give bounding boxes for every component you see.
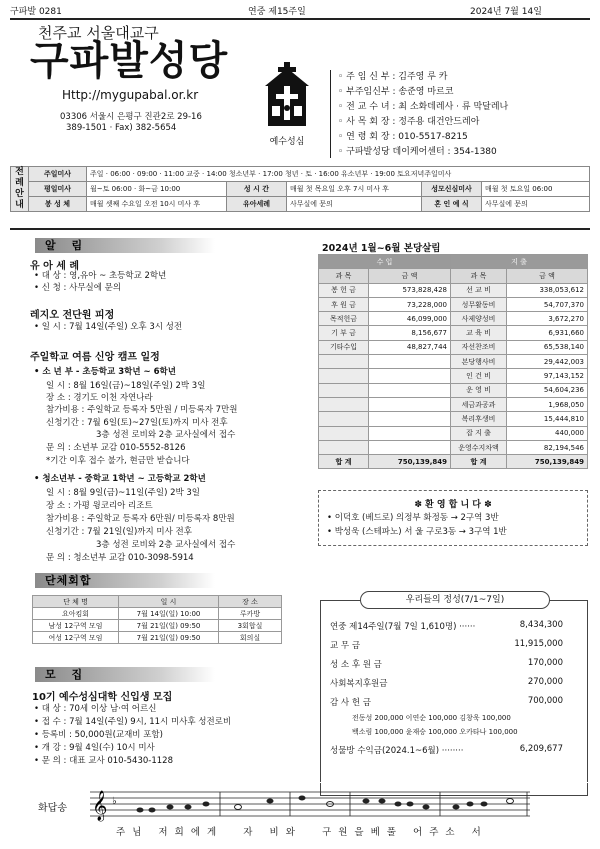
total-expense-label: 합 계: [451, 455, 507, 469]
holy-hour-text: 매월 첫 목요일 오후 7시 미사 후: [287, 182, 422, 197]
income-amount-cell: [369, 426, 451, 440]
donation-label: 연중 제14주일(7월 7일 1,610명) ······: [330, 622, 476, 632]
group-name-cell: 요아킴회: [33, 608, 119, 620]
infant-baptism-label: 유아세례: [227, 197, 287, 212]
schedule-side-label: 전례안내: [11, 167, 29, 212]
group-time-cell: 7월 21일(일) 09:50: [119, 632, 219, 644]
recruit-subtitle: 10기 예수성심대학 신입생 모집: [32, 692, 173, 703]
expense-amount-cell: 29,442,003: [507, 355, 588, 369]
svg-text:𝄞: 𝄞: [92, 791, 108, 821]
expense-amount-cell: 54,707,370: [507, 297, 588, 311]
address: 03306 서울시 은평구 진관2로 29-16: [60, 112, 202, 122]
staff-text: 주 임 신 부 : 김주영 루 카: [346, 72, 448, 82]
income-item-cell: 기 부 금: [319, 326, 369, 340]
table-row: [319, 440, 588, 454]
sunday-mass-times: 주일 · 06:00 · 09:00 · 11:00 교중 · 14:00 청소년부 · 17:00 청년 · 토 · 16:00 유소년부 · 19:00 토요저녁주일미사: [87, 167, 590, 182]
group-title: 단체회합: [45, 574, 92, 587]
expense-item-cell: 운 영 비: [451, 383, 507, 397]
camp-elementary-line: 신청기간 : 7월 6일(토)~27일(토)까지 미사 전후: [46, 418, 228, 428]
total-expense: 750,139,849: [507, 455, 588, 469]
table-row: [319, 412, 588, 426]
income-item-cell: [319, 412, 369, 426]
group-place-cell: 루카방: [219, 608, 282, 620]
group-place-cell: 회의실: [219, 632, 282, 644]
income-amount-cell: 46,099,000: [369, 312, 451, 326]
staff-text: 부주임신부 : 송준영 마르코: [346, 87, 454, 97]
table-row: [33, 620, 282, 632]
expense-item-cell: 성무활동비: [451, 297, 507, 311]
donation-label: 사회복지후원금: [330, 679, 388, 689]
income-amount-col: 금 액: [369, 269, 451, 283]
expense-item-col: 과 목: [451, 269, 507, 283]
expense-amount-cell: 65,538,140: [507, 340, 588, 354]
expense-item-cell: 본당행사비: [451, 355, 507, 369]
weekday-mass-times: 월~토 06:00 · 화~금 10:00: [87, 182, 227, 197]
camp-youth-line: 신청기간 : 7월 21일(일)까지 미사 전후: [46, 527, 192, 537]
recruit-section-header: [35, 667, 215, 682]
income-amount-cell: 48,827,744: [369, 340, 451, 354]
group-time-cell: 7월 21일(일) 09:50: [119, 620, 219, 632]
welcome-box: [318, 490, 588, 546]
table-row: [319, 426, 588, 440]
logo-caption: 예수성심: [269, 137, 305, 147]
group-place-cell: 3회합실: [219, 620, 282, 632]
wedding-text: 사무실에 문의: [482, 197, 590, 212]
weekday-mass-label: 평일미사: [29, 182, 87, 197]
income-amount-cell: [369, 412, 451, 426]
camp-elementary-note: *기간 이후 접수 불가, 현금만 받습니다: [46, 456, 190, 466]
hymn-staff: [90, 784, 530, 824]
parish-logo: [262, 62, 312, 147]
welcome-line: • 이덕호 (베드로) 의정부 화정동 → 2구역 3반: [327, 513, 499, 523]
income-item-cell: [319, 426, 369, 440]
parish-name: 구파발성당: [30, 38, 229, 84]
recruit-title: 모 집: [45, 668, 89, 681]
donation-amount: 700,000: [527, 696, 563, 706]
expense-item-cell: 복리후생비: [451, 412, 507, 426]
staff-item: ◦ 전 교 수 녀 : 최 소화데레사 · 류 막달레나: [338, 102, 509, 112]
shop-income-label: 성물방 수익금(2024.1~6월) ········: [330, 746, 464, 756]
staff-item: ◦ 연 령 회 장 : 010-5517-8215: [338, 132, 468, 142]
camp-youth-line: 문 의 : 청소년부 교감 010-3098-5914: [46, 553, 194, 563]
camp-elementary-line: 일 시 : 8월 16일(금)~18일(주일) 2박 3일: [46, 381, 206, 391]
camp-youth-line: 3층 성전 로비와 2층 교사실에서 접수: [96, 540, 236, 550]
expense-amount-cell: 3,672,270: [507, 312, 588, 326]
group-name-cell: 여성 12구역 모임: [33, 632, 119, 644]
camp-youth-line: 장 소 : 가평 윙코리아 리조트: [46, 501, 153, 511]
expense-amount-cell: 6,931,660: [507, 326, 588, 340]
holy-hour-label: 성 시 간: [227, 182, 287, 197]
legio-line: • 일 시 : 7월 14일(주일) 오후 3시 성전: [34, 322, 183, 332]
group-time-cell: 7월 14일(일) 10:00: [119, 608, 219, 620]
table-row: [319, 355, 588, 369]
camp-elementary-line: 3층 성전 로비와 2층 교사실에서 접수: [96, 430, 236, 440]
donation-label: 교 무 금: [330, 641, 361, 651]
wedding-label: 혼 인 예 식: [422, 197, 482, 212]
table-row: [319, 283, 588, 297]
camp-elementary-title: • 소 년 부 - 초등학교 3학년 ~ 6학년: [34, 367, 176, 377]
income-item-cell: [319, 397, 369, 411]
camp-youth-line: 참가비용 : 주일학교 등록자 6만원/ 미등록자 8만원: [46, 514, 235, 524]
camp-elementary-line: 장 소 : 경기도 이천 자연나라: [46, 393, 153, 403]
income-item-cell: [319, 355, 369, 369]
notice-section-header: [35, 238, 215, 253]
expense-item-cell: 선 교 비: [451, 283, 507, 297]
total-income-label: 합 계: [319, 455, 369, 469]
infant-baptism-title: 유 아 세 례: [30, 261, 80, 272]
donations-title: 우리들의 정성(7/1~7일): [360, 591, 550, 609]
income-item-cell: 기타수입: [319, 340, 369, 354]
income-amount-cell: [369, 397, 451, 411]
income-item-col: 과 목: [319, 269, 369, 283]
expense-header: 지 출: [451, 255, 588, 269]
income-amount-cell: [369, 369, 451, 383]
income-item-cell: [319, 383, 369, 397]
diocese: 천주교 서울대교구: [38, 24, 159, 42]
income-item-cell: 후 원 금: [319, 297, 369, 311]
staff-text: 전 교 수 녀 : 최 소화데레사 · 류 막달레나: [346, 102, 509, 112]
income-amount-cell: [369, 383, 451, 397]
income-amount-cell: 573,828,428: [369, 283, 451, 297]
finance-table: [318, 254, 588, 469]
expense-item-cell: 자선찬조비: [451, 340, 507, 354]
staff-item: ◦ 주 임 신 부 : 김주영 루 카: [338, 72, 448, 82]
notice-title: 알 림: [45, 239, 89, 252]
camp-elementary-line: 문 의 : 소년부 교감 010-5552-8126: [46, 443, 186, 453]
sacred-heart-logo-icon: [262, 62, 312, 128]
group-col-header: 장 소: [219, 596, 282, 608]
website-url: Http://mygupabal.or.kr: [62, 88, 199, 102]
income-item-cell: [319, 440, 369, 454]
expense-item-cell: 사제양성비: [451, 312, 507, 326]
expense-amount-cell: 54,604,236: [507, 383, 588, 397]
expense-item-cell: 인 건 비: [451, 369, 507, 383]
expense-amount-cell: 440,000: [507, 426, 588, 440]
income-item-cell: 목적헌금: [319, 312, 369, 326]
table-row: [319, 383, 588, 397]
recruit-line: • 등록비 : 50,000원(교재비 포함): [34, 730, 163, 740]
group-name-cell: 남성 12구역 모임: [33, 620, 119, 632]
legio-title: 레지오 전단원 피정: [30, 310, 115, 321]
svg-text:♭: ♭: [112, 796, 117, 807]
table-row: [319, 340, 588, 354]
donation-amount: 270,000: [527, 677, 563, 687]
income-header: 수 입: [319, 255, 451, 269]
table-row: [33, 608, 282, 620]
hymn-label: 화답송: [38, 803, 67, 814]
income-amount-cell: 8,156,677: [369, 326, 451, 340]
infant-baptism-text: 사무실에 문의: [287, 197, 422, 212]
group-section-header: [35, 573, 215, 588]
staff-text: 사 목 회 장 : 정주용 대건안드레아: [346, 117, 480, 127]
table-row: [33, 632, 282, 644]
infant-baptism-line: • 신 청 : 사무실에 문의: [34, 283, 122, 293]
table-row: [319, 312, 588, 326]
table-row: [319, 297, 588, 311]
recruit-line: • 대 상 : 70세 이상 남·여 어르신: [34, 704, 157, 714]
staff-text: 연 령 회 장 : 010-5517-8215: [346, 132, 468, 142]
welcome-title: ✽ 환 영 합 니 다 ✽: [414, 500, 492, 510]
table-row: [319, 397, 588, 411]
expense-amount-col: 금 액: [507, 269, 588, 283]
expense-amount-cell: 1,968,050: [507, 397, 588, 411]
income-item-cell: [319, 369, 369, 383]
staff-divider: [330, 70, 331, 158]
table-row: [319, 369, 588, 383]
donation-amount: 8,434,300: [519, 620, 563, 630]
staff-item: ◦ 사 목 회 장 : 정주용 대건안드레아: [338, 117, 480, 127]
music-staff-icon: [90, 784, 530, 824]
total-income: 750,139,849: [369, 455, 451, 469]
shop-income-amount: 6,209,677: [519, 744, 563, 754]
marian-mass-text: 매월 첫 토요일 06:00: [482, 182, 590, 197]
liturgy-schedule: [10, 166, 590, 212]
income-amount-cell: 73,228,000: [369, 297, 451, 311]
table-row: [319, 326, 588, 340]
issue-date: 2024년 7월 14일: [470, 7, 542, 17]
issue-number: 구파발 0281: [10, 7, 62, 17]
expense-item-cell: 세금과공과: [451, 397, 507, 411]
donation-amount: 11,915,000: [514, 639, 563, 649]
communion-label: 봉 성 체: [29, 197, 87, 212]
sunday-mass-label: 주일미사: [29, 167, 87, 182]
thanks-detail: 백소림 100,000 윤재승 100,000 오카타나 100,000: [352, 728, 518, 736]
communion-text: 매월 셋째 수요일 오전 10시 미사 후: [87, 197, 227, 212]
donation-label: 감 사 헌 금: [330, 698, 371, 708]
income-item-cell: 봉 헌 금: [319, 283, 369, 297]
camp-title: 주일학교 여름 신앙 캠프 일정: [30, 352, 160, 363]
recruit-line: • 문 의 : 대표 교사 010-5430-1128: [34, 756, 173, 766]
staff-item: ◦ 구파발성당 데이케어센터 : 354-1380: [338, 147, 497, 157]
welcome-line: • 박성욱 (스테파노) 서 울 구로3동 → 3구역 1반: [327, 527, 507, 537]
group-meeting-table: [32, 595, 282, 644]
finance-title: 2024년 1월~6월 본당살림: [322, 243, 441, 254]
liturgical-sunday: 연중 제15주일: [248, 7, 306, 17]
expense-amount-cell: 97,143,152: [507, 369, 588, 383]
recruit-line: • 접 수 : 7월 14일(주일) 9시, 11시 미사후 성전로비: [34, 717, 232, 727]
income-amount-cell: [369, 355, 451, 369]
camp-youth-line: 일 시 : 8월 9일(금)~11일(주일) 2박 3일: [46, 488, 201, 498]
camp-elementary-line: 참가비용 : 주일학교 등록자 5만원 / 미등록자 7만원: [46, 405, 238, 415]
camp-youth-title: • 청소년부 - 중학교 1학년 ~ 고등학교 2학년: [34, 474, 206, 484]
expense-amount-cell: 338,053,612: [507, 283, 588, 297]
phone-fax: 389-1501 · Fax) 382-5654: [66, 123, 177, 133]
group-col-header: 단 체 명: [33, 596, 119, 608]
staff-item: ◦ 부주임신부 : 송준영 마르코: [338, 87, 454, 97]
marian-mass-label: 성모신심미사: [422, 182, 482, 197]
expense-amount-cell: 15,444,810: [507, 412, 588, 426]
staff-text: 구파발성당 데이케어센터 : 354-1380: [346, 147, 497, 157]
expense-item-cell: 운영수지차액: [451, 440, 507, 454]
expense-item-cell: 잡 지 출: [451, 426, 507, 440]
thanks-detail: 전동성 200,000 이연순 100,000 김창욱 100,000: [352, 714, 511, 722]
hymn-lyrics: 주 님 저 희 에 게 자 비 와 구 원 을 베 풀 어 주 소 서: [116, 827, 483, 838]
donation-amount: 170,000: [527, 658, 563, 668]
group-col-header: 일 시: [119, 596, 219, 608]
donation-label: 성 소 후 원 금: [330, 660, 382, 670]
income-amount-cell: [369, 440, 451, 454]
infant-baptism-line: • 대 상 : 영,유아 ~ 초등학교 2학년: [34, 271, 167, 281]
recruit-line: • 개 강 : 9월 4일(수) 10시 미사: [34, 743, 155, 753]
expense-item-cell: 교 육 비: [451, 326, 507, 340]
expense-amount-cell: 82,194,546: [507, 440, 588, 454]
